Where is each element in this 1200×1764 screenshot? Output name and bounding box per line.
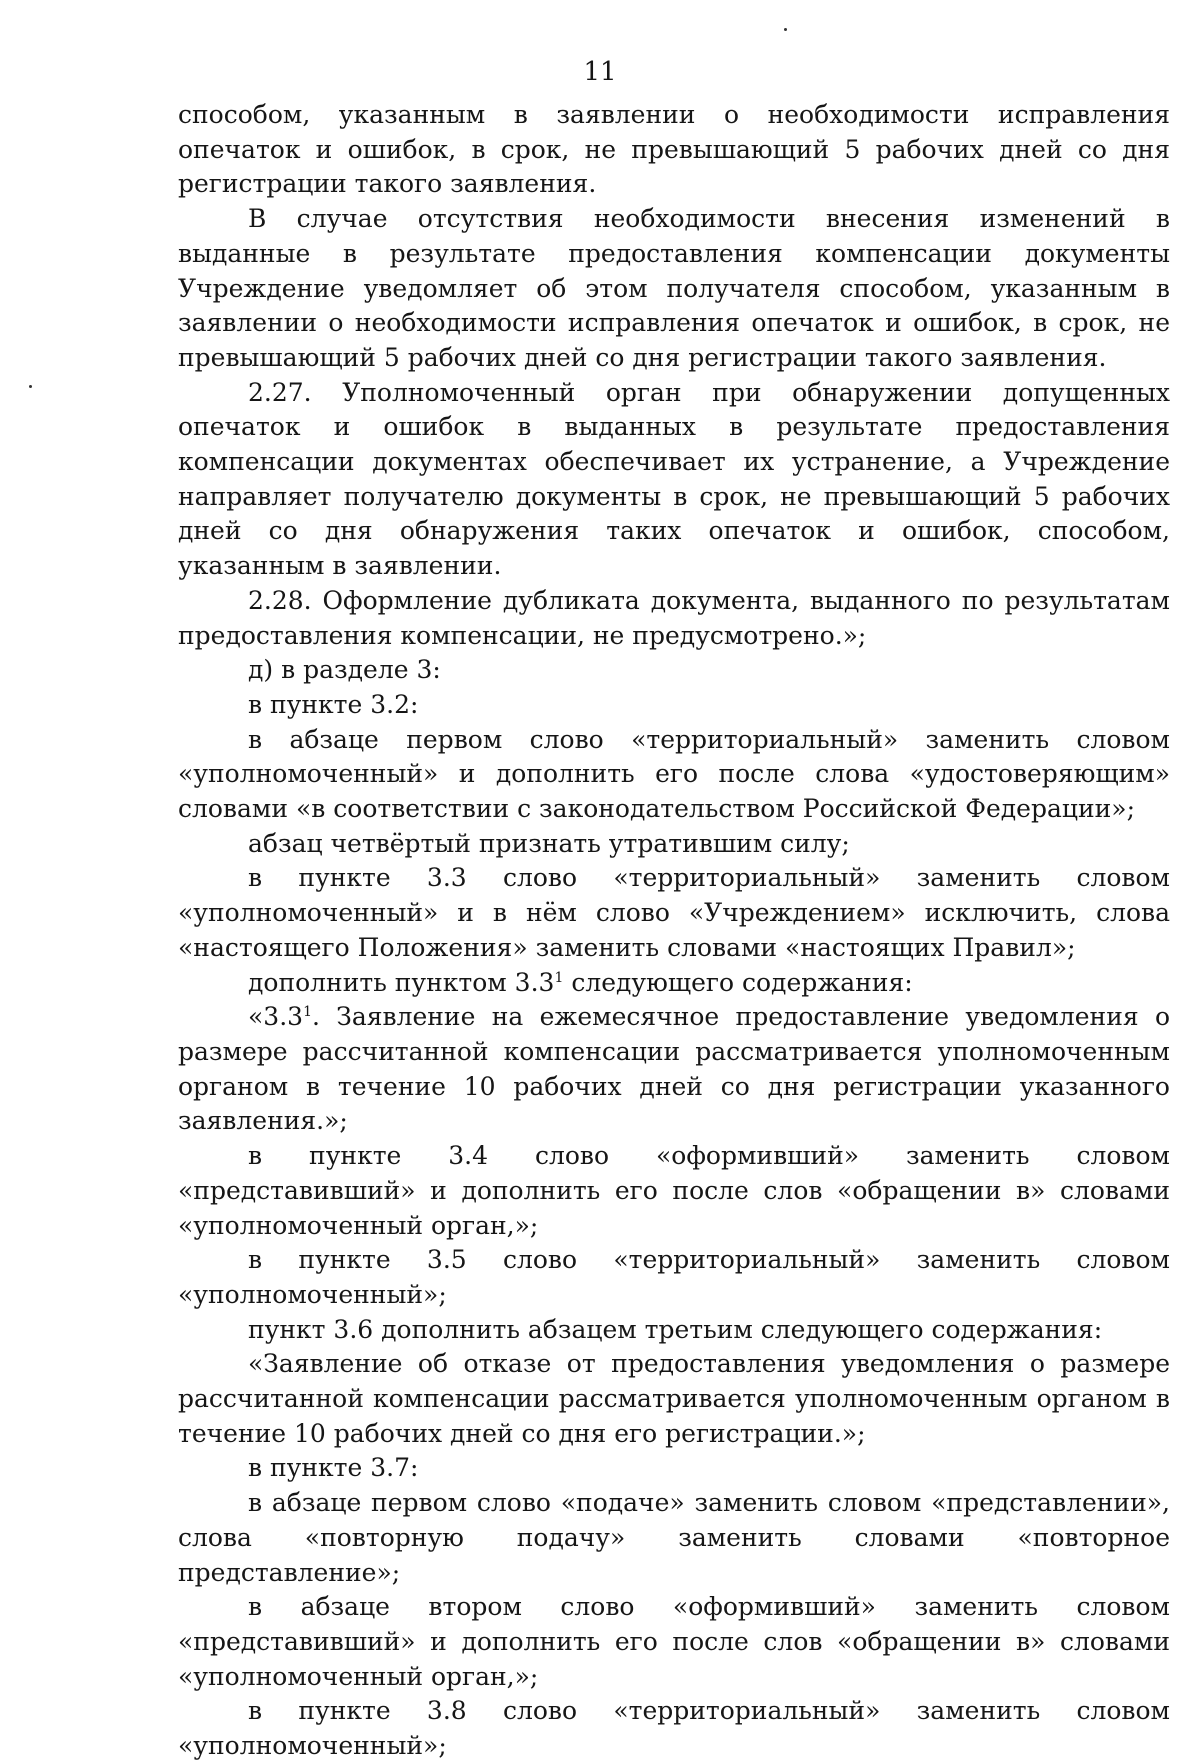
paragraph: [178, 1000, 1170, 1139]
page-number: 11: [583, 57, 617, 87]
paragraph-text: . Заявление на ежемесячное предоставление уведомления о размере рассчитанной компенсации рассматривается уполномоченным органом в течение 10 рабочих дней со дня регистрации указанного заявления.»;: [178, 1002, 1170, 1136]
paragraph: «Заявление об отказе от предоставления уведомления о размере рассчитанной компенсации рассматривается уполномоченным органом в течение 10 рабочих дней со дня его регистрации.»;: [178, 1349, 1170, 1448]
superscript: 1: [303, 1004, 312, 1021]
superscript: 1: [554, 969, 564, 986]
paragraph-text: «3.3: [248, 1002, 304, 1032]
paragraph: д) в разделе 3:: [248, 655, 441, 685]
paragraph: абзац четвёртый признать утратившим силу;: [248, 828, 850, 858]
paragraph: пункт 3.6 дополнить абзацем третьим следующего содержания:: [248, 1314, 1103, 1344]
paragraph: способом, указанным в заявлении о необходимости исправления опечаток и ошибок, в срок, не превышающий 5 рабочих дней со дня регистрации такого заявления.: [178, 100, 1170, 199]
paragraph: в пункте 3.5 слово «территориальный» заменить словом «уполномоченный»;: [178, 1245, 1170, 1309]
scan-speck: [784, 28, 787, 31]
paragraph: в пункте 3.3 слово «территориальный» заменить словом «уполномоченный» и в нём слово «Учреждением» исключить, слова «настоящего Положения» заменить словами «настоящих Правил»;: [178, 863, 1170, 962]
paragraph: в абзаце первом слово «подаче» заменить словом «представлении», слова «повторную подачу» заменить словами «повторное представление»;: [178, 1488, 1170, 1587]
paragraph: 2.27. Уполномоченный орган при обнаружении допущенных опечаток и ошибок в выданных в результате предоставления компенсации документах обеспечивает их устранение, а Учреждение направляет получателю документы в срок, не превышающий 5 рабочих дней со дня обнаружения таких опечаток и ошибок, способом, указанным в заявлении.: [178, 377, 1170, 581]
paragraph-text: дополнить пунктом 3.3: [248, 967, 555, 997]
paragraph: В случае отсутствия необходимости внесения изменений в выданные в результате предоставления компенсации документы Учреждение уведомляет об этом получателя способом, указанным в заявлении о необходимости исправления опечаток и ошибок, в срок, не превышающий 5 рабочих дней со дня регистрации такого заявления.: [178, 204, 1170, 372]
paragraph: в абзаце втором слово «оформивший» заменить словом «представивший» и дополнить его после слов «обращении в» словами «уполномоченный орган,»;: [178, 1592, 1170, 1691]
document-body: [178, 98, 1170, 1764]
paragraph: в пункте 3.7:: [248, 1453, 419, 1483]
paragraph: [178, 966, 1170, 1001]
paragraph: в пункте 3.2:: [248, 689, 419, 719]
paragraph: в пункте 3.4 слово «оформивший» заменить словом «представивший» и дополнить его после слов «обращении в» словами «уполномоченный орган,»;: [178, 1141, 1170, 1240]
paragraph: в пункте 3.8 слово «территориальный» заменить словом «уполномоченный»;: [178, 1696, 1170, 1761]
paragraph-text: следующего содержания:: [563, 967, 913, 997]
paragraph: в абзаце первом слово «территориальный» заменить словом «уполномоченный» и дополнить его после слова «удостоверяющим» словами «в соответствии с законодательством Российской Федерации»;: [178, 724, 1170, 824]
scan-speck: [29, 385, 32, 388]
paragraph: 2.28. Оформление дубликата документа, выданного по результатам предоставления компенсации, не предусмотрено.»;: [178, 585, 1170, 650]
